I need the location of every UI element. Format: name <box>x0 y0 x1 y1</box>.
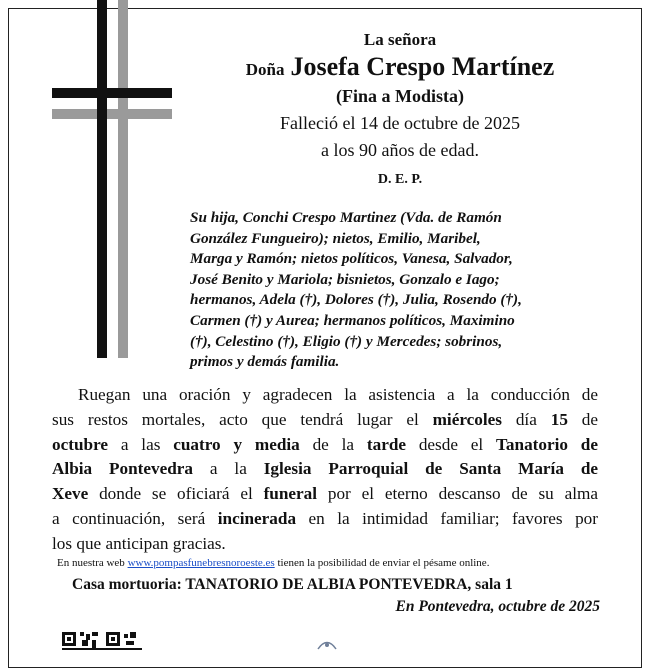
family-line: primos y demás familia. <box>190 353 340 371</box>
cross-horizontal-shadow <box>52 109 172 119</box>
family-line: Marga y Ramón; nietos políticos, Vanesa, Salvador, <box>190 250 513 268</box>
announcement-line: los que anticipan gracias. <box>52 533 226 553</box>
age-at-death: a los 90 años de edad. <box>321 140 479 160</box>
web-prefix: En nuestra web <box>57 557 128 569</box>
announcement-line: a continuación, será incinerada en la intimidad familiar; favores por <box>52 508 598 528</box>
cross-vertical-shadow <box>118 0 128 358</box>
funeral-announcement <box>52 383 598 557</box>
cross-vertical-bar <box>97 0 107 358</box>
announcement-line: Xeve donde se oficiará el funeral por el eterno descanso de su alma <box>52 484 598 504</box>
funeral-home: Casa mortuoria: TANATORIO DE ALBIA PONTEVEDRA, sala 1 <box>72 576 513 593</box>
announcement-line: Albia Pontevedra a la Iglesia Parroquial de Santa María de <box>52 459 599 479</box>
website-link[interactable]: www.pompasfunebresnoroeste.es <box>127 557 275 569</box>
title-la-senora: La señora <box>363 30 437 49</box>
family-line: José Benito y Mariola; bisnietos, Gonzalo e Iago; <box>190 270 500 288</box>
announcement-line: Ruegan una oración y agradecen la asistencia a la conducción de <box>78 385 598 404</box>
cross-horizontal-bar <box>52 88 172 98</box>
family-line: (†), Celestino (†), Eligio (†) y Mercedes; sobrinos, <box>190 332 503 350</box>
announcement-line: sus restos mortales, acto que tendrá lugar el miércoles día 15 de <box>52 409 598 429</box>
family-line: González Fungueiro); nietos, Emilio, Maribel, <box>190 229 481 247</box>
cross-icon <box>52 0 182 360</box>
deceased-alias: (Fina a Modista) <box>336 86 464 106</box>
family-line: Carmen (†) y Aurea; hermanos políticos, Maximino <box>190 311 515 329</box>
family-line: Su hija, Conchi Crespo Martinez (Vda. de Ramón <box>190 209 502 226</box>
rip-mark: D. E. P. <box>377 172 423 187</box>
death-date: Falleció el 14 de octubre de 2025 <box>280 113 520 133</box>
deceased-name: Josefa Crespo Martínez <box>290 52 555 81</box>
honorific: Doña <box>245 60 285 79</box>
deceased-name-line <box>200 52 600 82</box>
web-suffix: tienen la posibilidad de enviar el pésame online. <box>274 557 490 569</box>
online-condolence-note <box>57 557 617 569</box>
funeral-home-logo-icon <box>316 638 338 650</box>
announcement-line: octubre a las cuatro y media de la tarde desde el Tanatorio de <box>52 434 598 454</box>
place-date: En Pontevedra, octubre de 2025 <box>395 598 600 615</box>
family-mourners <box>190 208 596 373</box>
family-line: hermanos, Adela (†), Dolores (†), Julia, Rosendo (†), <box>190 291 522 309</box>
qr-code-icon <box>62 632 142 650</box>
